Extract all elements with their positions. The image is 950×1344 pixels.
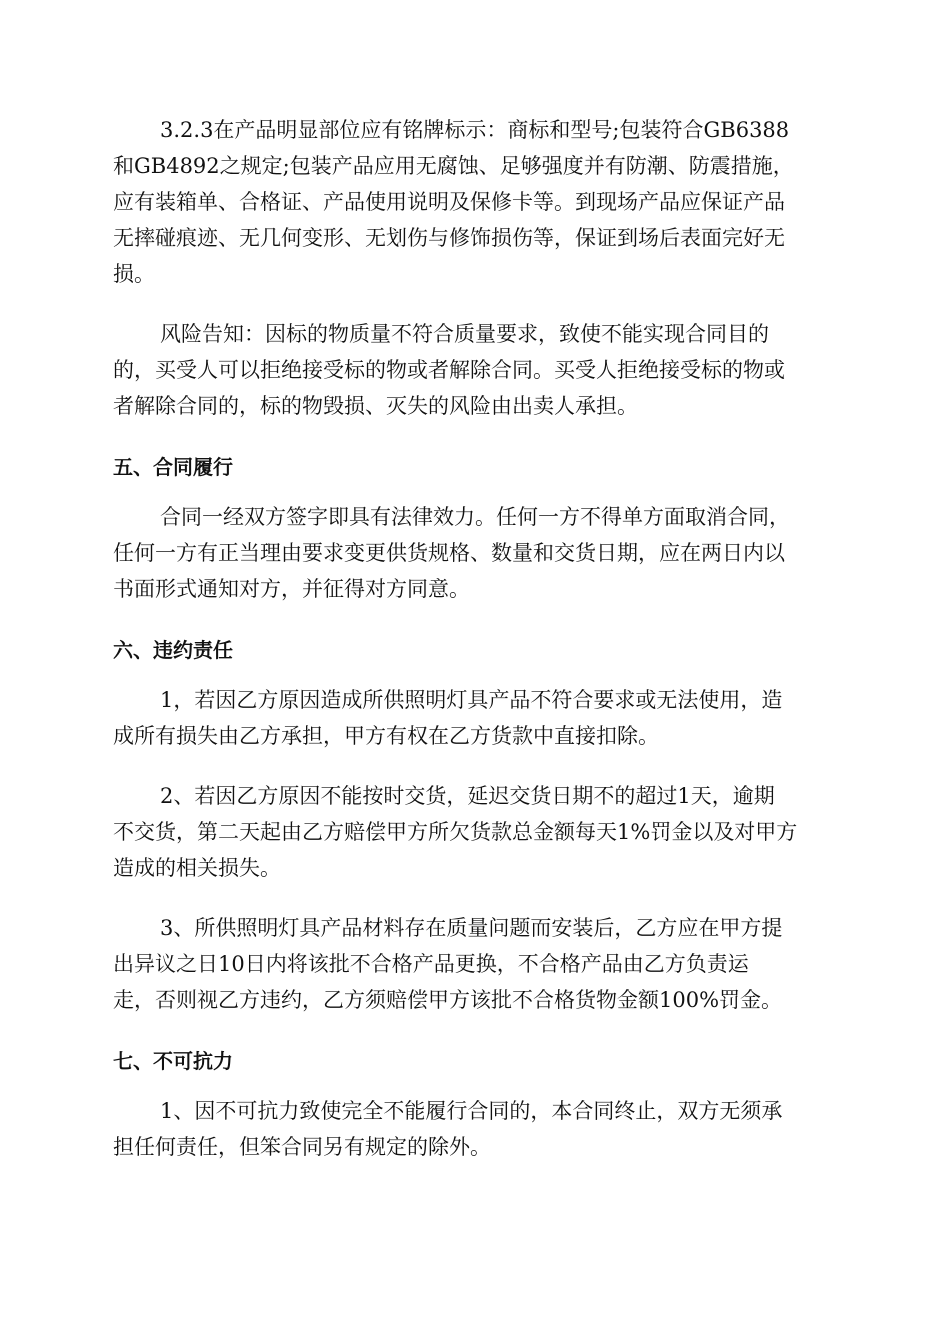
text-line: 2、若因乙方原因不能按时交货，延迟交货日期不的超过1天，逾期 xyxy=(160,784,775,808)
text-line: 3.2.3在产品明显部位应有铭牌标示：商标和型号;包装符合GB6388 xyxy=(160,118,790,142)
text-line: 造成的相关损失。 xyxy=(113,856,281,880)
spacer xyxy=(113,754,835,778)
paragraph-breach-2 xyxy=(113,778,835,886)
spacer xyxy=(113,485,835,499)
text-line: 合同一经双方签字即具有法律效力。任何一方不得单方面取消合同， xyxy=(160,505,790,529)
spacer xyxy=(113,886,835,910)
text-line: 3、所供照明灯具产品材料存在质量问题而安装后，乙方应在甲方提 xyxy=(160,916,783,940)
paragraph-breach-1 xyxy=(113,682,835,754)
text-line: 风险告知：因标的物质量不符合质量要求，致使不能实现合同目的 xyxy=(160,322,769,346)
document-body xyxy=(113,112,835,1165)
paragraph-3-2-3 xyxy=(113,112,835,292)
text-line: 任何一方有正当理由要求变更供货规格、数量和交货日期，应在两日内以 xyxy=(113,541,785,565)
text-line: 损。 xyxy=(113,262,155,286)
paragraph-force-majeure-1 xyxy=(113,1093,835,1165)
text-line: 和GB4892之规定;包装产品应用无腐蚀、足够强度并有防潮、防震措施， xyxy=(113,154,794,178)
text-line: 1、因不可抗力致使完全不能履行合同的，本合同终止，双方无须承 xyxy=(160,1099,783,1123)
spacer xyxy=(113,607,835,632)
text-line: 不交货，第二天起由乙方赔偿甲方所欠货款总金额每天1%罚金以及对甲方 xyxy=(113,820,798,844)
spacer xyxy=(113,1079,835,1093)
text-line: 1，若因乙方原因造成所供照明灯具产品不符合要求或无法使用，造 xyxy=(160,688,783,712)
section-heading-5: 五、合同履行 xyxy=(113,455,233,479)
section-heading-6: 六、违约责任 xyxy=(113,638,233,662)
paragraph-contract-performance xyxy=(113,499,835,607)
spacer xyxy=(113,292,835,316)
text-line: 走，否则视乙方违约，乙方须赔偿甲方该批不合格货物金额100%罚金。 xyxy=(113,988,783,1012)
text-line: 书面形式通知对方，并征得对方同意。 xyxy=(113,577,470,601)
text-line: 的，买受人可以拒绝接受标的物或者解除合同。买受人拒绝接受标的物或 xyxy=(113,358,785,382)
text-line: 成所有损失由乙方承担，甲方有权在乙方货款中直接扣除。 xyxy=(113,724,659,748)
text-line: 无摔碰痕迹、无几何变形、无划伤与修饰损伤等，保证到场后表面完好无 xyxy=(113,226,785,250)
text-line: 担任何责任，但笨合同另有规定的除外。 xyxy=(113,1135,491,1159)
paragraph-breach-3 xyxy=(113,910,835,1018)
section-heading-7: 七、不可抗力 xyxy=(113,1049,233,1073)
spacer xyxy=(113,424,835,449)
spacer xyxy=(113,1018,835,1043)
spacer xyxy=(113,668,835,682)
paragraph-risk-notice xyxy=(113,316,835,424)
text-line: 出异议之日10日内将该批不合格产品更换，不合格产品由乙方负责运 xyxy=(113,952,749,976)
text-line: 应有装箱单、合格证、产品使用说明及保修卡等。到现场产品应保证产品 xyxy=(113,190,785,214)
text-line: 者解除合同的，标的物毁损、灭失的风险由出卖人承担。 xyxy=(113,394,638,418)
